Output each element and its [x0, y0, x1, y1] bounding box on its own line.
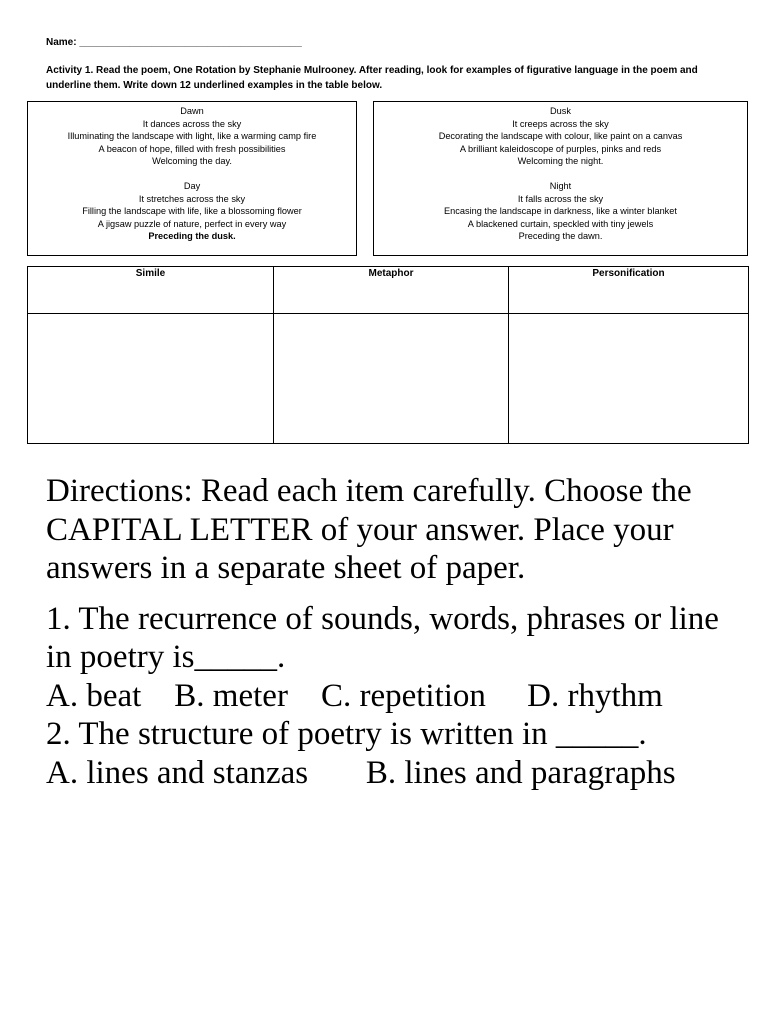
stanza-night — [374, 180, 747, 243]
poem-line: Welcoming the day. — [152, 156, 232, 167]
poem-line: Preceding the dusk. — [148, 231, 236, 242]
option-b: B. meter — [174, 677, 288, 714]
header-simile: Simile — [28, 267, 274, 314]
quiz-section — [46, 472, 746, 792]
question-2-stem: 2. The structure of poetry is written in _____. — [46, 716, 647, 752]
poem-line: Preceding the dawn. — [518, 231, 603, 242]
question-1-options — [46, 677, 746, 716]
stanza-dawn — [28, 105, 356, 168]
name-field-label: Name: ________________________________________ — [46, 37, 302, 48]
poem-line: A beacon of hope, filled with fresh possibilities — [98, 143, 286, 154]
poem-line: It stretches across the sky — [138, 193, 246, 204]
poem-line: A blackened curtain, speckled with tiny jewels — [467, 218, 654, 229]
activity-instructions: Activity 1. Read the poem, One Rotation by Stephanie Mulrooney. After reading, look for examples of figurative language in the poem and underline them. Write down 12 underlined examples in the table below. — [46, 65, 698, 91]
personification-answer-cell[interactable] — [509, 314, 749, 444]
quiz-directions: Directions: Read each item carefully. Choose the CAPITAL LETTER of your answer. Place your answers in a separate sheet of paper. — [46, 473, 692, 586]
question-2-options — [46, 754, 746, 793]
question-1-stem: 1. The recurrence of sounds, words, phrases or line in poetry is_____. — [46, 600, 719, 675]
question-1 — [46, 600, 746, 716]
poem-line: A brilliant kaleidoscope of purples, pinks and reds — [459, 143, 662, 154]
stanza-dusk — [374, 105, 747, 168]
table-header-row — [28, 267, 749, 314]
stanza-day — [28, 180, 356, 243]
option-d: D. rhythm — [527, 677, 663, 714]
stanza-title: Day — [183, 180, 201, 191]
stanza-title: Dawn — [180, 106, 204, 116]
poem-line: Illuminating the landscape with light, like a warming camp fire — [67, 131, 317, 142]
header-metaphor: Metaphor — [274, 267, 509, 314]
simile-answer-cell[interactable] — [28, 314, 274, 444]
option-a: A. lines and stanzas — [46, 754, 309, 791]
poem-box-left — [27, 101, 357, 256]
poem-line: Encasing the landscape in darkness, like a winter blanket — [444, 206, 677, 217]
option-b: B. lines and paragraphs — [365, 754, 676, 791]
header-personification: Personification — [509, 267, 749, 314]
option-c: C. repetition — [320, 677, 486, 714]
stanza-title: Night — [549, 180, 572, 191]
poem-line: It creeps across the sky — [512, 118, 609, 129]
poem-line: It falls across the sky — [517, 193, 604, 204]
poem-box-right — [373, 101, 748, 256]
figurative-language-table — [27, 266, 749, 444]
poem-line: A jigsaw puzzle of nature, perfect in every way — [97, 218, 287, 229]
option-a: A. beat — [46, 677, 142, 714]
poem-line: It dances across the sky — [142, 118, 242, 129]
poem-line: Filling the landscape with life, like a blossoming flower — [82, 206, 302, 217]
poem-line: Decorating the landscape with colour, like paint on a canvas — [438, 131, 683, 142]
stanza-title: Dusk — [550, 106, 571, 116]
table-answer-row — [28, 314, 749, 444]
metaphor-answer-cell[interactable] — [274, 314, 509, 444]
question-2 — [46, 715, 746, 792]
poem-line: Welcoming the night. — [517, 156, 604, 167]
